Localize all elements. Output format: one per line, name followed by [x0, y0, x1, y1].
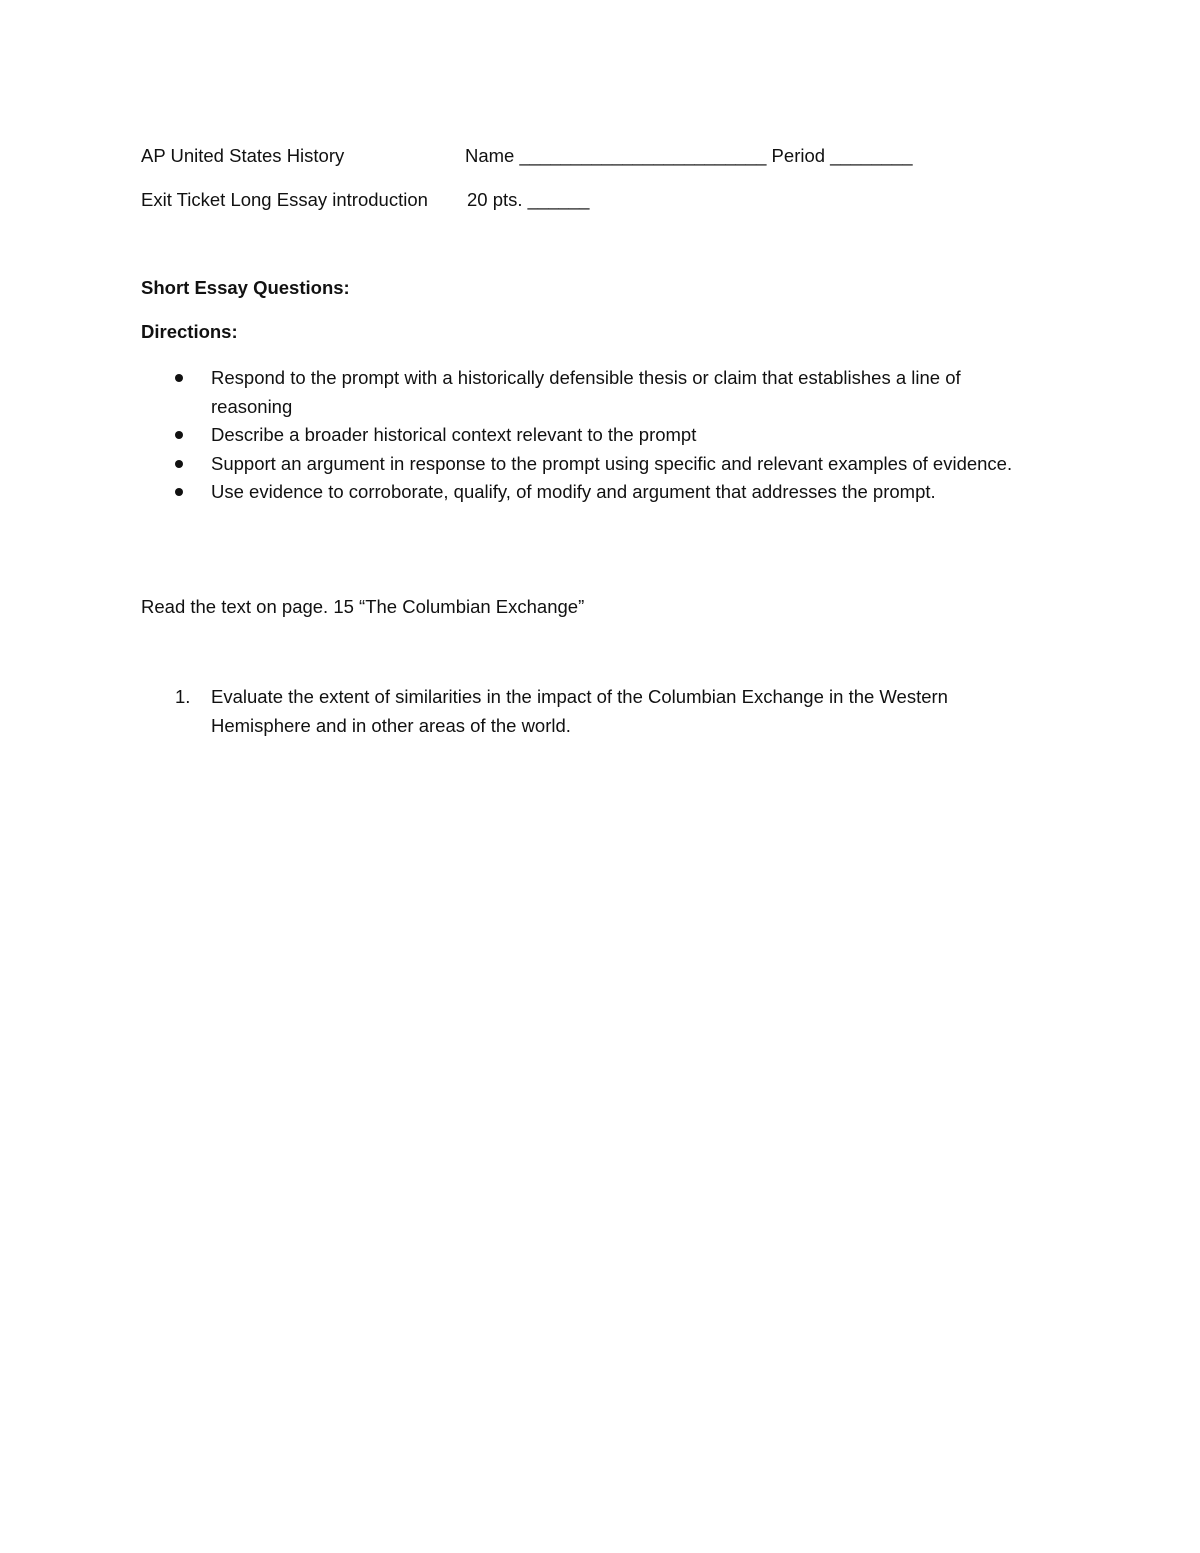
- bullet-icon: [175, 374, 183, 382]
- direction-text: Support an argument in response to the prompt using specific and relevant examples of evidence.: [211, 452, 1013, 474]
- direction-item: [141, 364, 1041, 421]
- questions-list: [141, 683, 1041, 740]
- directions-title: Directions:: [141, 321, 238, 342]
- direction-item: [141, 421, 1041, 450]
- direction-item: [141, 450, 1041, 479]
- direction-text: Use evidence to corroborate, qualify, of modify and argument that addresses the prompt.: [211, 481, 936, 502]
- question-number: 1.: [175, 686, 191, 707]
- bullet-icon: [175, 488, 183, 496]
- section-title: Short Essay Questions:: [141, 277, 350, 298]
- points-field: 20 pts. ______: [467, 189, 590, 210]
- direction-text: Describe a broader historical context relevant to the prompt: [211, 424, 697, 445]
- question-text: Evaluate the extent of similarities in the impact of the Columbian Exchange in the Western Hemisphere and in other areas of the world.: [211, 686, 948, 736]
- assignment-title: Exit Ticket Long Essay introduction: [141, 189, 428, 210]
- reading-instruction: Read the text on page. 15 “The Columbian Exchange”: [141, 596, 585, 617]
- direction-text: Respond to the prompt with a historically defensible thesis or claim that establishes a line of reasoning: [211, 367, 961, 417]
- bullet-icon: [175, 460, 183, 468]
- directions-list: [141, 364, 1041, 507]
- bullet-icon: [175, 431, 183, 439]
- name-period-field: Name ________________________ Period ________: [465, 145, 913, 166]
- direction-item: [141, 478, 1041, 507]
- question-item: [141, 683, 1041, 740]
- course-title: AP United States History: [141, 145, 345, 166]
